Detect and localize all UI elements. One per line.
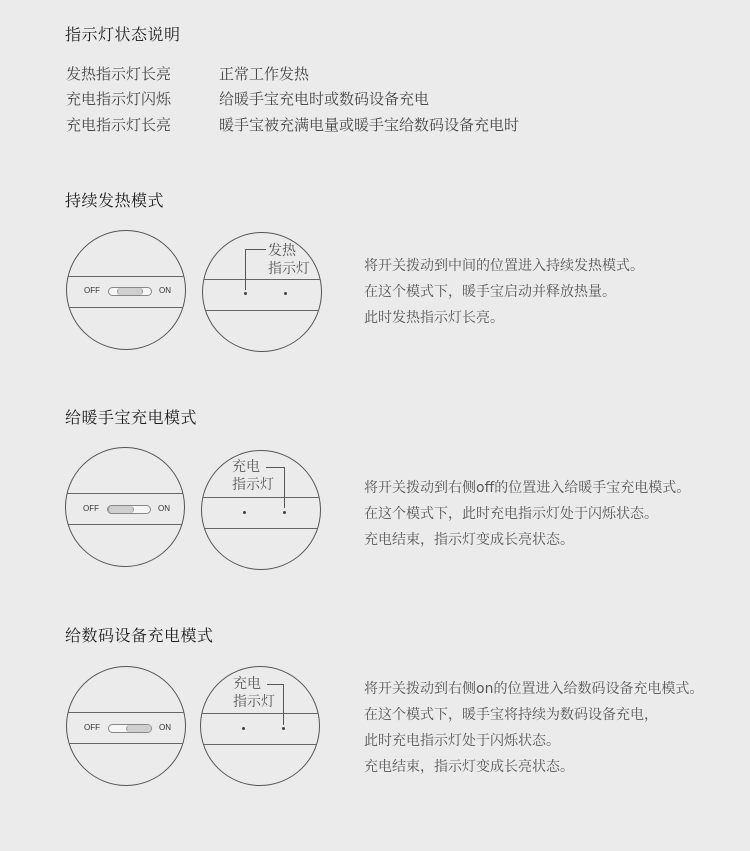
- status-section-title: 指示灯状态说明: [65, 25, 181, 44]
- description-line: 充电结束，指示灯变成长亮状态。: [364, 532, 574, 548]
- mode-2-switch-diagram: [65, 447, 185, 567]
- switch-on-label: ON: [158, 504, 170, 513]
- indicator-light-right: [284, 292, 287, 295]
- switch-knob: [108, 506, 134, 513]
- switch-knob: [126, 725, 152, 732]
- indicator-band: [201, 713, 319, 745]
- mode-1-description: [364, 253, 644, 331]
- mode-3-title: 给数码设备充电模式: [65, 626, 214, 645]
- switch-knob: [117, 288, 143, 295]
- mode-2-description: [364, 475, 690, 553]
- description-line: 此时发热指示灯长亮。: [364, 310, 504, 326]
- indicator-label-line-2: 指示灯: [232, 477, 274, 493]
- status-state-2: 充电指示灯闪烁: [66, 90, 172, 108]
- mode-3-description: [364, 676, 703, 780]
- mode-3-indicator-diagram: [200, 666, 320, 786]
- description-line: 在这个模式下，暖手宝启动并释放热量。: [364, 284, 616, 300]
- description-line: 将开关拨动到右侧on的位置进入给数码设备充电模式。: [364, 681, 704, 697]
- description-line: 充电结束，指示灯变成长亮状态。: [364, 759, 574, 775]
- indicator-label-line-1: 发热: [268, 243, 296, 259]
- mode-1-title: 持续发热模式: [65, 191, 165, 210]
- switch-track: [108, 724, 152, 733]
- status-state-3: 充电指示灯长亮: [66, 116, 172, 134]
- switch-off-label: OFF: [84, 286, 100, 295]
- mode-1-indicator-diagram: [202, 232, 322, 352]
- switch-on-label: ON: [159, 723, 171, 732]
- description-line: 此时充电指示灯处于闪烁状态。: [364, 733, 560, 749]
- mode-2-indicator-diagram: [201, 450, 321, 570]
- status-meaning-2: 给暖手宝充电时或数码设备充电: [219, 90, 430, 108]
- indicator-label-line-2: 指示灯: [268, 261, 310, 277]
- switch-off-label: OFF: [84, 723, 100, 732]
- status-meaning-3: 暖手宝被充满电量或暖手宝给数码设备充电时: [219, 116, 520, 134]
- description-line: 将开关拨动到中间的位置进入持续发热模式。: [364, 258, 644, 274]
- description-line: 将开关拨动到右侧off的位置进入给暖手宝充电模式。: [364, 480, 691, 496]
- switch-track: [107, 505, 151, 514]
- indicator-leader-line: [245, 249, 266, 290]
- mode-3-switch-diagram: [66, 666, 186, 786]
- mode-2-title: 给暖手宝充电模式: [65, 408, 198, 427]
- mode-1-switch-diagram: [66, 230, 186, 350]
- status-meaning-1: 正常工作发热: [219, 65, 310, 83]
- status-state-1: 发热指示灯长亮: [66, 65, 172, 83]
- indicator-light-right: [282, 727, 285, 730]
- indicator-label-line-1: 充电: [233, 676, 261, 692]
- description-line: 在这个模式下，暖手宝将持续为数码设备充电，: [364, 707, 658, 723]
- indicator-band: [202, 497, 320, 529]
- switch-on-label: ON: [159, 286, 171, 295]
- switch-off-label: OFF: [83, 504, 99, 513]
- indicator-light-right: [283, 511, 286, 514]
- indicator-label-line-2: 指示灯: [233, 694, 275, 710]
- switch-track: [108, 287, 152, 296]
- indicator-light-left: [244, 292, 247, 295]
- indicator-light-left: [243, 511, 246, 514]
- description-line: 在这个模式下，此时充电指示灯处于闪烁状态。: [364, 506, 658, 522]
- indicator-label-line-1: 充电: [232, 459, 260, 475]
- indicator-light-left: [242, 727, 245, 730]
